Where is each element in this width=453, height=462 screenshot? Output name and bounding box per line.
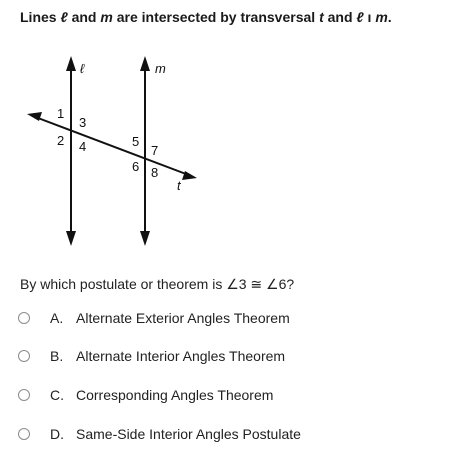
- choice-c[interactable]: [18, 384, 273, 406]
- transversal-label: t: [177, 178, 181, 193]
- radio-button-d[interactable]: [18, 428, 30, 440]
- choice-d[interactable]: [18, 423, 301, 445]
- angle-label-8: 8: [151, 165, 159, 180]
- radio-button-a[interactable]: [18, 312, 30, 324]
- choice-c-text: Corresponding Angles Theorem: [76, 387, 274, 403]
- prompt-text-2: and: [67, 9, 101, 25]
- line-m-label: m: [155, 61, 166, 76]
- line-l-label: ℓ: [80, 61, 85, 76]
- angle-label-6: 6: [132, 159, 140, 174]
- angle-label-4: 4: [79, 139, 87, 154]
- angle-label-3: 3: [79, 115, 87, 130]
- choice-b[interactable]: [18, 345, 285, 367]
- choice-a[interactable]: [18, 307, 290, 329]
- arrow-head-l-bottom: [66, 231, 76, 246]
- relation-m-name: m: [375, 9, 388, 25]
- choice-c-letter: C.: [50, 387, 64, 403]
- relation-l-name: ℓ: [356, 9, 364, 25]
- choice-b-letter: B.: [50, 348, 64, 364]
- angle-label-7: 7: [151, 143, 159, 158]
- angle-label-2: 2: [57, 133, 65, 148]
- angle-label-5: 5: [132, 134, 140, 149]
- choice-d-letter: D.: [50, 426, 64, 442]
- arrow-head-m-top: [140, 56, 150, 71]
- choice-b-text: Alternate Interior Angles Theorem: [76, 348, 286, 364]
- arrow-head-m-bottom: [140, 231, 150, 246]
- question-text: By which postulate or theorem is ∠3 ≅ ∠6?: [20, 276, 295, 292]
- prompt-text-5: .: [387, 9, 392, 25]
- line-m-name: m: [100, 9, 113, 25]
- line-l-name: ℓ: [60, 9, 68, 25]
- prompt-text-1: Lines: [20, 9, 61, 25]
- radio-button-c[interactable]: [18, 389, 30, 401]
- line-t-name: t: [319, 9, 324, 25]
- angle-label-1: 1: [57, 106, 65, 121]
- radio-button-b[interactable]: [18, 350, 30, 362]
- prompt-text-3: are intersected by transversal: [112, 9, 320, 25]
- arrow-head-l-top: [66, 56, 76, 71]
- choice-a-letter: A.: [50, 310, 64, 326]
- choice-d-text: Same-Side Interior Angles Postulate: [76, 426, 301, 442]
- choice-a-text: Alternate Exterior Angles Theorem: [76, 310, 290, 326]
- parallel-symbol: ı: [363, 9, 376, 25]
- prompt-text-4: and: [323, 9, 357, 25]
